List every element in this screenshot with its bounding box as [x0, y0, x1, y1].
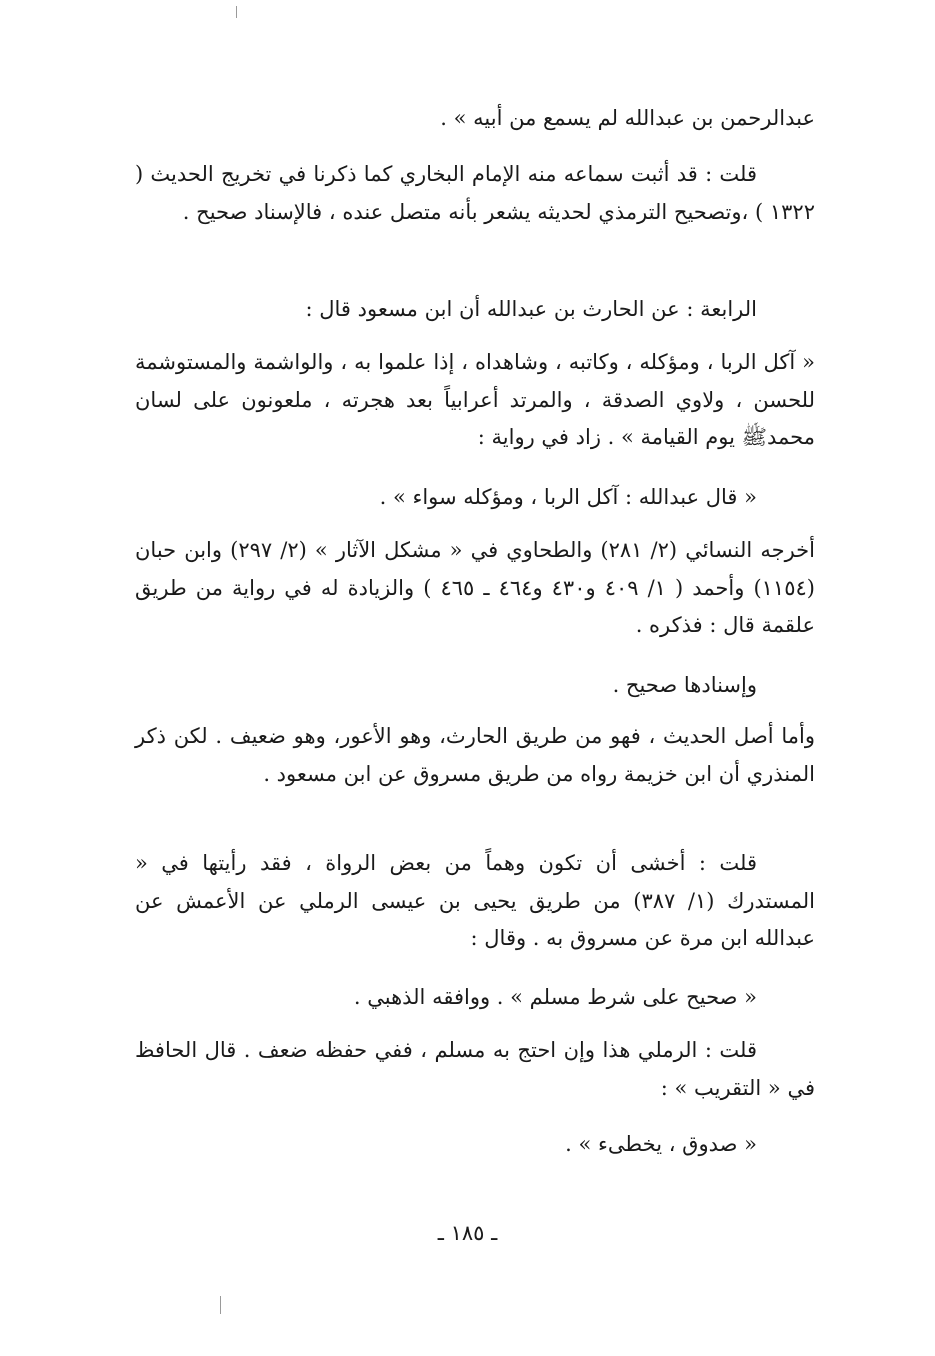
paragraph-isnad-sahih: وإسنادها صحيح .	[612, 673, 757, 697]
scan-artifact-mark	[220, 1296, 221, 1314]
paragraph-asl-hadith: وأما أصل الحديث ، فهو من طريق الحارث، وهو الأعور، وهو ضعيف . لكن ذكر المنذري أن ابن خزيمة رواه من طريق مسروق عن ابن مسعود .	[135, 724, 815, 786]
paragraph-hakim-grading: « صحيح على شرط مسلم » . ووافقه الذهبي .	[353, 985, 757, 1009]
paragraph-taqrib-grading: « صدوق ، يخطىء » .	[565, 1132, 757, 1156]
paragraph-takhrij: أخرجه النسائي (٢/ ٢٨١) والطحاوي في « مشكل الآثار » (٢/ ٢٩٧) وابن حبان (١١٥٤) وأحمد ( ١/ ٤٠٩ و٤٣٠ و٤٦٤ ـ ٤٦٥ ) والزيادة له في رواية من طريق علقمة قال : فذكره .	[135, 538, 815, 637]
paragraph-continuation: عبدالرحمن بن عبدالله لم يسمع من أبيه » .	[440, 106, 815, 130]
scan-artifact-mark-top	[236, 6, 237, 18]
paragraph-author-note-2: قلت : أخشى أن تكون وهماً من بعض الرواة ، فقد رأيتها في « المستدرك (١/ ٣٨٧) من طريق يحيى بن عيسى الرملي عن الأعمش عن عبدالله ابن مرة عن مسروق به . وقال :	[135, 851, 815, 950]
paragraph-abdullah-addition: « قال عبدالله : آكل الربا ، ومؤكله سواء » .	[379, 485, 757, 509]
paragraph-hadith-text: « آكل الربا ، ومؤكله ، وكاتبه ، وشاهداه ، إذا علموا به ، والواشمة والمستوشمة للحسن ، ولاوي الصدقة ، والمرتد أعرابياً بعد هجرته ، ملعونون على لسان محمدﷺ يوم القيامة » . زاد في رواية :	[135, 350, 815, 449]
paragraph-author-note-3: قلت : الرملي هذا وإن احتج به مسلم ، ففي حفظه ضعف . قال الحافظ في « التقريب » :	[135, 1038, 815, 1100]
paragraph-author-note-1: قلت : قد أثبت سماعه منه الإمام البخاري كما ذكرنا في تخريج الحديث ( ١٣٢٢ ) ،وتصحيح الترمذي لحديثه يشعر بأنه متصل عنده ، فالإسناد صحيح .	[135, 162, 815, 224]
paragraph-fourth-narration: الرابعة : عن الحارث بن عبدالله أن ابن مسعود قال :	[305, 297, 757, 321]
page-number: ـ ١٨٥ ـ	[437, 1221, 498, 1245]
